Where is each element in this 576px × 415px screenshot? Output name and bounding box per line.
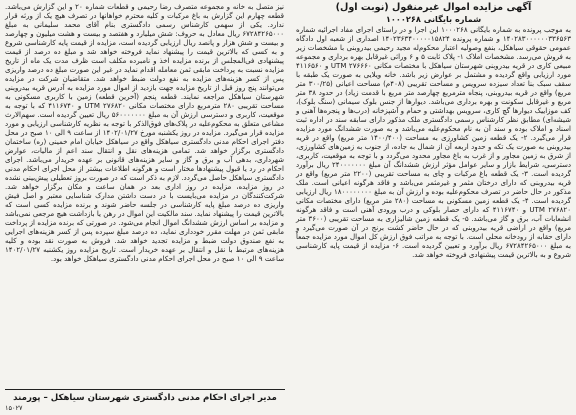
notice-title: آگهی مزایده اموال غیرمنقول (نوبت اول) bbox=[335, 2, 532, 13]
footer-signature: مدیر اجرای احکام مدنی دادگستری شهرستان سیاهکل – پورمند bbox=[13, 393, 277, 403]
notice-code: ۱۵۰۲۷ bbox=[5, 404, 23, 412]
file-number: شماره بایگانی ۱۰۰۰۲۶۸ bbox=[385, 14, 482, 24]
right-column bbox=[296, 2, 571, 259]
left-column bbox=[5, 2, 284, 263]
footer-divider bbox=[5, 389, 285, 390]
left-column-body: نیز متصل به خانه و مجموعه متصرف رضا رحیمی و قطعات شماره ۲۰ و این گزارش می‌باشد. قطعه چهارم این گزارش به باغ مرکبات و کلیه محترم خواهانها در تصرف هیچ یک از ورثه قرار ندارد. یکی از سهمی کارشناس رسمی دادگستری بنام آقای محمد سلیمانی به مبلغ ۶۷۲۸۴۲۶۵۰۰۰ ریال معادل به حروف: شش میلیارد و هفتصد و بیست و هشت میلیون و چهارصد و بیست و شش هزار و پانصد ریال ارزیابی گردیده است، مزایده از قیمت پایه کارشناسی شروع و به کسی که بالاترین قیمت را پیشنهاد نماید فروخته خواهد شد و مبلغ ده درصد از قیمت پیشنهادی فی‌المجلس از برنده مزایده اخذ و نامبرده مکلف است ظرف مدت یک ماه از تاریخ مزایده نسبت به پرداخت مابقی ثمن معامله اقدام نماید در غیر این صورت مبلغ ده درصد واریزی پس از کسر هزینه‌های مزایده به نفع دولت ضبط خواهد شد. متقاضیان شرکت در مزایده می‌توانند پنج روز قبل از تاریخ مزایده جهت بازدید از اموال مورد مزایده به آدرس قریه بیدروبنی شهرستان سیاهکل مراجعه نمایند. قطعه پنجم (آخرین قطعه) زمین با کاربری مسکونی به مساحت تقریبی ۲۸۰ مترمربع دارای مختصات مکانی UTM ۲۷۶۸۲۰ و ۴۱۱۶۷۴۰ که با توجه به موقعیت، کاربری و دسترسی ارزش آن به مبلغ ۵۶۰۰۰۰۰۰۰ ریال تعیین گردیده است. سهم‌الارث مشاعی متعلق به محکوم‌علیه در پلاک‌های فوق‌الذکر با توجه به نظریه کارشناسی ارزیابی و مورد مزایده قرار می‌گیرد. مزایده در روز یکشنبه مورخ ۱۴۰۲/۰۱/۲۷ از ساعت ۹ الی ۱۰ صبح در محل دفتر اجرای احکام مدنی دادگستری سیاهکل واقع در سیاهکل خیابان امام خمینی (ره) ساختمان دادگستری برگزار خواهد شد. تمامی هزینه‌های نقل و انتقال سند اعم از مالیات، عوارض شهرداری، بدهی آب و برق و گاز و سایر هزینه‌های قانونی بر عهده خریدار می‌باشد. اجرای احکام در رد یا قبول پیشنهادها مختار است و هرگونه اطلاعات بیشتر از محل اجرای احکام مدنی دادگستری سیاهکل حاصل می‌گردد. لازم به ذکر است که در صورت بروز تعطیلی پیش‌بینی نشده در روز مزایده، مزایده در روز اداری بعد در همان ساعت و مکان برگزار خواهد شد. شرکت‌کنندگان در مزایده می‌بایست با در دست داشتن مدارک شناسایی معتبر و اصل فیش واریزی ده درصد مبلغ پایه کارشناسی در جلسه حاضر شوند و برنده مزایده کسی است که بالاترین قیمت را پیشنهاد نماید. سند مالکیت این اموال در رهن یا بازداشت هیچ مرجعی نمی‌باشد و مزایده بر اساس ارزش ششدانگ اموال انجام می‌شود. در صورتی که برنده مزایده از پرداخت مابقی ثمن در مهلت مقرر خودداری نماید، ده درصد مبلغ سپرده پس از کسر هزینه‌های اجرایی به نفع صندوق دولت ضبط و مزایده تجدید خواهد شد. فروش به صورت نقد بوده و کلیه هزینه‌های مرتبط با نقل و انتقال بر عهده خریدار است. تاریخ مزایده روز یکشنبه ۱۴۰۲/۰۱/۲۷ ساعت ۹ الی ۱۰ صبح در محل اجرای احکام مدنی دادگستری سیاهکل خواهد بود. bbox=[5, 2, 285, 264]
right-column-body: به موجب پرونده به شماره بایگانی ۱۰۰۰۲۶۸ این اجرا و در راستای اجرای مفاد اجرائیه شماره ۱۴۰۲۸۳۰۰۰۰۰۰۳۳۶۵۶۳ و شماره پرونده ۱۴۰۲۳۶۳۴۰۰۰۰۰۱۵۸۲۴ اصداری از شعبه اول دادگاه عمومی حقوقی سیاهکل، بنفع وصولیه اعتبار محکوم‌له مجید رحیمی بیدروبنی با مشخصات زیر به فروش می‌رسد. مشخصات املاک ۱- پلاک ثابت ۵ و ۶ وراثی غیرقابل بهره برداری و مجموعه مبیعی کاری در قریه بیدروبنی شهرستان سیاهکل با مختصات مکانی UTM ۲۷۶۶۶۰ و ۴۱۱۶۵۶۰ مورد ارزیابی واقع گردیده و مشتمل بر عوارض زیر باشد. خانه ویلایی به صورت یک طبقه با سقف سبک بنا تعداد سیزده سرویس و مساحت تقریبی (۴۰۸م) مساحت اعیانی (۳۰۰/۲۵ متر مربع) واقع در قریه بیدروبنی، پنجاه مترمربع چهارصد متر مربع با قدمت زیاد) در حدود ۳۸ متر مربع و غیرقابل سکونت و بهره برداری می‌باشد. دیوارها از جنس بلوک سیمانی (سنگ بلوک)، کف موزاییک دیوارها گچ کاری، سرویس بهداشتی و حمام و آشپزخانه (درب‌ها و پنجره‌ها آهنی و شیشه‌ای) مطابق نظر کارشناس رسمی دادگستری ملک مذکور دارای سابقه سند در اداره ثبت اسناد و املاک بوده و سند آن به نام محکوم‌علیه می‌باشد و به صورت ششدانگ مورد مزایده قرار می‌گیرد. ۲- یک قطعه زمین کشاورزی به مساحت (۱۴۰۰/۴۰۰ متر مربع) واقع در قریه بیدروبنی به صورت یک تکه و حدود اربعه آن از شمال به جاده، از جنوب به زمین‌های کشاورزی، از شرق به زمین مجاور و از غرب به باغ مجاور محدود می‌گردد و با توجه به موقعیت، کاربری، دسترسی، شرایط بازار و سایر عوامل مؤثر ارزش ششدانگ آن مبلغ ۲۴۰۰۰۰۰۰۰ ریال برآورد گردیده است. ۳- یک قطعه باغ مرکبات و چای به مساحت تقریبی (۲۲۰۰ متر مربع) واقع در قریه بیدروبنی که دارای درختان مثمر و غیرمثمر می‌باشد و فاقد هرگونه اعیانی است. ملک مذکور در حال حاضر در تصرف محکوم‌علیه بوده و ارزش آن به مبلغ ۱۸۰۰۰۰۰۰۰۰ ریال ارزیابی گردیده است. ۴- یک قطعه زمین مسکونی به مساحت (۲۸۰ متر مربع) دارای مختصات مکانی UTM ۲۷۶۸۲۰ و ۴۱۱۶۷۴۰ که دارای حصار بلوکی و درب ورودی آهنی است و فاقد هرگونه انشعابات آب، برق و گاز می‌باشد. ۵- یک قطعه زمین شالیزاری به مساحت تقریبی (۳۶۰۰ متر مربع) واقع در اراضی قریه بیدروبنی که در حال حاضر کشت برنج در آن صورت می‌گیرد و دارای حقابه از رودخانه محلی است. با توجه به مراتب فوق ارزش کل اموال مورد مزایده جمعاً به مبلغ ۶۷۲۸۴۲۶۵۰۰۰ ریال برآورد و تعیین گردیده است. ۶- مزایده از قیمت پایه کارشناسی شروع و به بالاترین قیمت پیشنهادی فروخته خواهد شد. bbox=[296, 25, 572, 260]
